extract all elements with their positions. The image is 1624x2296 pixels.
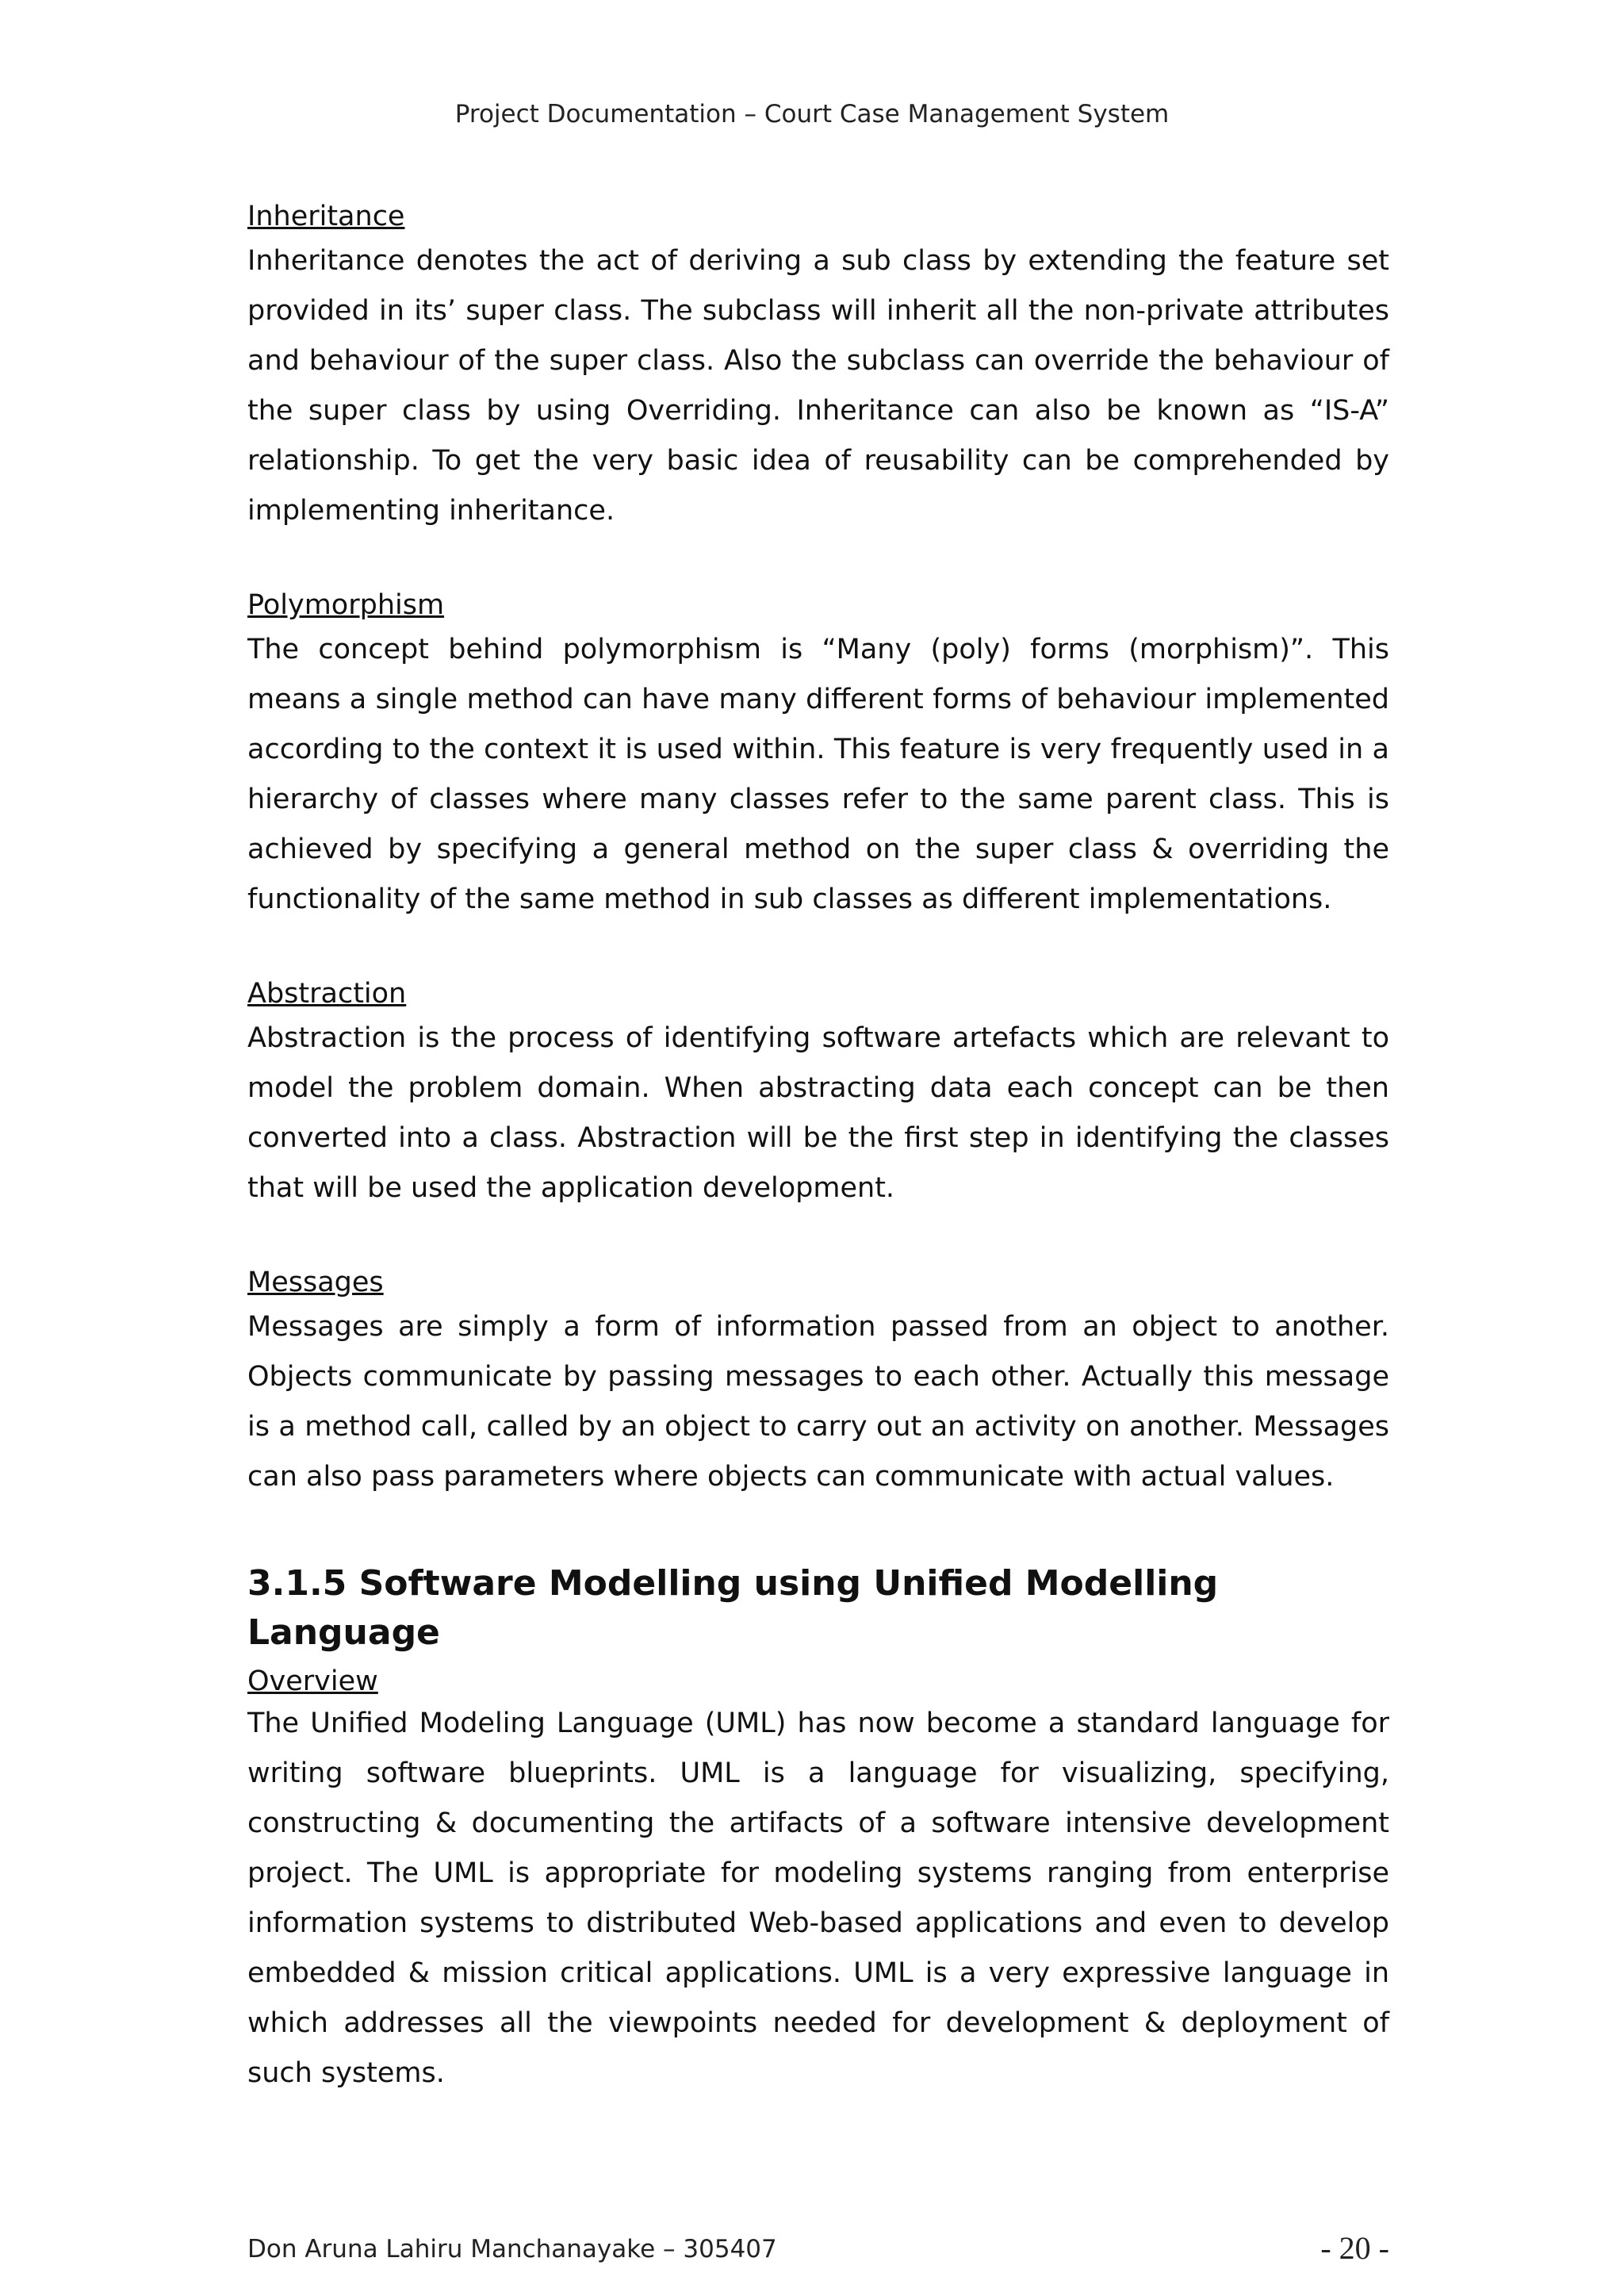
section-heading: Polymorphism	[247, 589, 445, 621]
page-footer	[247, 2229, 1389, 2268]
section-paragraph: Messages are simply a form of information passed from an object to another. Objects communicate by passing messages to each other. Actually this message is a method call, called by an object to carry out an activity on another. Messages can also pass parameters where objects can communicate with actual values.	[247, 1311, 1389, 1493]
section-paragraph: The concept behind polymorphism is “Many (poly) forms (morphism)”. This means a single method can have many different forms of behaviour implemented according to the context it is used within. This feature is very frequently used in a hierarchy of classes where many classes refer to the same parent class. This is achieved by specifying a general method on the super class & overriding the functionality of the same method in sub classes as different implementations.	[247, 634, 1389, 915]
document-body	[247, 197, 1389, 2099]
section-paragraph: Inheritance denotes the act of deriving a sub class by extending the feature set provided in its’ super class. The subclass will inherit all the non-private attributes and behaviour of the super class. Also the subclass can override the behaviour of the super class by using Overriding. Inheritance can also be known as “IS-A” relationship. To get the very basic idea of reusability can be comprehended by implementing inheritance.	[247, 245, 1389, 527]
page-header: Project Documentation – Court Case Management System	[454, 100, 1170, 128]
section-messages	[247, 1263, 1389, 1502]
footer-author: Don Aruna Lahiru Manchanayake – 305407	[247, 2235, 777, 2263]
page-number: - 20 -	[1320, 2230, 1389, 2266]
section-abstraction	[247, 974, 1389, 1213]
section-uml	[247, 1559, 1389, 2099]
uml-section-title: 3.1.5 Software Modelling using Unified Modelling Language	[247, 1563, 1219, 1653]
section-inheritance	[247, 197, 1389, 536]
section-heading: Messages	[247, 1267, 384, 1298]
section-polymorphism	[247, 585, 1389, 925]
section-paragraph: Abstraction is the process of identifying software artefacts which are relevant to model the problem domain. When abstracting data each concept can be then converted into a class. Abstraction will be the first step in identifying the classes that will be used the application development.	[247, 1022, 1389, 1204]
section-heading: Abstraction	[247, 978, 407, 1010]
uml-overview-heading: Overview	[247, 1665, 378, 1697]
section-heading: Inheritance	[247, 201, 405, 232]
uml-overview-paragraph: The Unified Modeling Language (UML) has now become a standard language for writing software blueprints. UML is a language for visualizing, specifying, constructing & documenting the artifacts of a software intensive development project. The UML is appropriate for modeling systems ranging from enterprise information systems to distributed Web-based applications and even to develop embedded & mission critical applications. UML is a very expressive language in which addresses all the viewpoints needed for development & deployment of such systems.	[247, 1708, 1389, 2089]
